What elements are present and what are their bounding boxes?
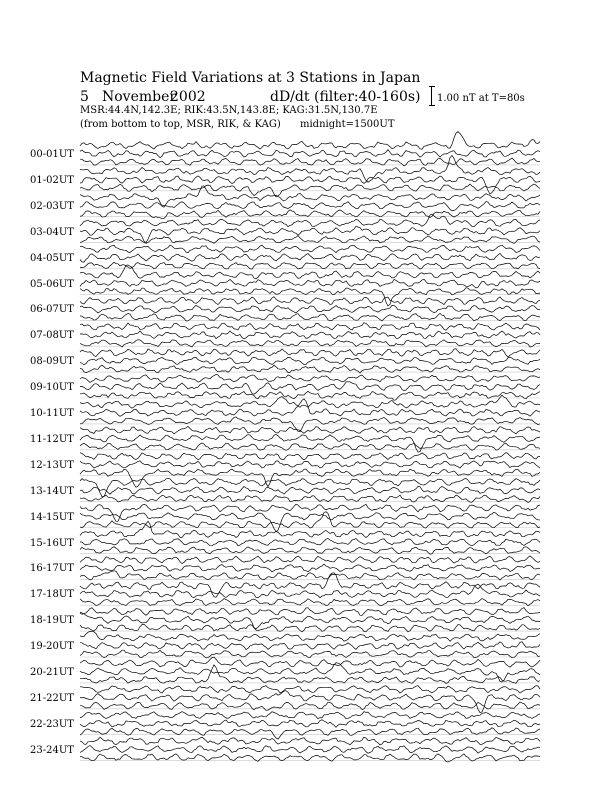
trace-kag [80,245,540,253]
trace-kag [80,453,540,460]
trace-kag [80,323,540,331]
trace-rik [80,746,540,754]
trace-kag [80,132,540,150]
row-label: 07-08UT [30,330,74,342]
trace-rik [80,279,540,288]
trace-kag [80,712,540,719]
trace-kag [80,521,540,537]
trace-kag [80,155,540,182]
trace-kag [80,556,540,564]
trace-kag [80,214,540,227]
trace-msr [80,624,540,632]
row-label: 18-19UT [30,615,74,627]
row-label: 09-10UT [30,382,74,394]
trace-msr [80,210,540,219]
row-label: 10-11UT [30,408,74,419]
month-label: November [102,89,177,105]
trace-kag [80,297,540,305]
row-label: 00-01UT [30,149,74,160]
row-label: 06-07UT [30,304,74,316]
trace-rik [80,642,540,650]
row-label: 21-22UT [30,692,74,704]
row-label: 05-06UT [30,278,74,290]
trace-rik [80,691,540,713]
component-label: dD/dt [270,89,310,105]
trace-rik [80,539,540,546]
trace-msr [80,728,540,739]
trace-rik [80,150,540,158]
filter-label: (filter:40-160s) [314,89,421,105]
trace-rik [80,399,540,416]
row-label: 22-23UT [30,718,74,730]
row-label: 13-14UT [30,485,74,497]
trace-msr [80,262,540,269]
trace-kag [80,737,540,745]
trace-rik [80,202,540,211]
trace-rik [80,720,540,727]
trace-msr [80,184,540,197]
row-label: 08-09UT [30,356,74,368]
trace-rik [80,253,540,262]
trace-rik [80,305,540,313]
chart-title: Magnetic Field Variations at 3 Stations in Japan [80,70,421,86]
row-label: 03-04UT [30,226,74,238]
trace-kag [80,478,540,496]
trace-rik [80,357,540,365]
trace-msr [80,665,540,684]
trace-kag [80,426,540,434]
row-label: 23-24UT [30,744,74,756]
trace-kag [80,686,540,694]
trace-rik [80,512,540,531]
trace-rik [80,382,540,395]
trace-rik [80,331,540,339]
row-label: 17-18UT [30,589,74,601]
day-label: 5 [80,89,89,105]
trace-msr [80,313,540,321]
stations-label: MSR:44.4N,142.3E; RIK:43.5N,143.8E; KAG:31.5N,130.7E [80,105,378,116]
trace-kag [80,657,540,667]
row-label: 15-16UT [30,537,74,549]
trace-rik [80,486,540,494]
row-label: 16-17UT [30,563,74,575]
row-label: 20-21UT [30,667,74,678]
trace-rik [80,584,540,598]
trace-kag [80,395,540,408]
midnight-note: midnight=1500UT [300,119,395,130]
trace-rik [80,663,540,682]
trace-msr [80,599,540,606]
trace-rik [80,564,540,572]
scale-label: 1.00 nT at T=80s [437,93,525,104]
trace-msr [80,391,540,400]
trace-kag [80,349,540,357]
trace-kag [80,631,540,641]
row-label: 02-03UT [30,200,74,212]
trace-msr [80,443,540,450]
trace-msr [80,547,540,554]
row-label: 19-20UT [30,641,74,653]
trace-kag [80,504,540,521]
row-label: 11-12UT [30,433,74,445]
trace-kag [80,375,540,383]
row-label: 04-05UT [30,252,74,264]
row-label: 14-15UT [30,511,74,523]
row-label: 01-02UT [30,174,74,186]
trace-rik [80,461,540,468]
order-note: (from bottom to top, MSR, RIK, & KAG) [80,119,281,130]
trace-msr [80,571,540,580]
year-label: 2002 [170,89,206,105]
row-label: 12-13UT [30,459,74,471]
trace-kag [80,608,540,616]
